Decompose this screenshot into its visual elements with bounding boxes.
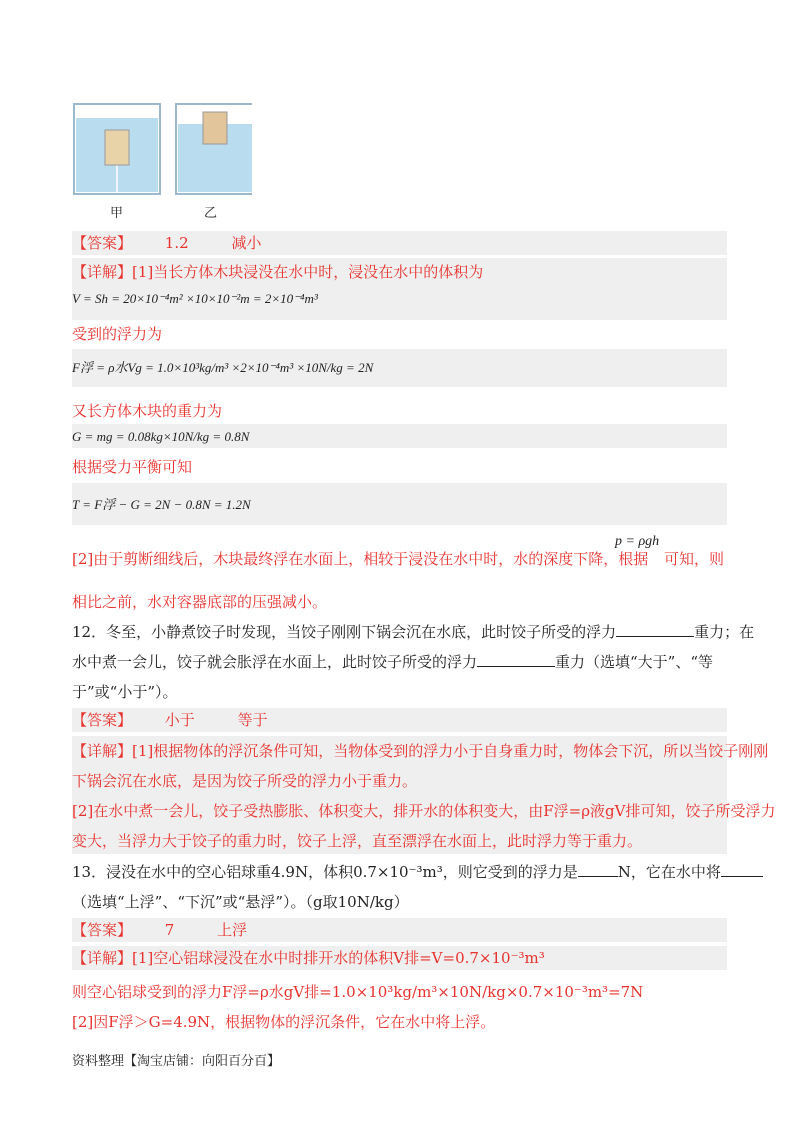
answer-2: 上浮 [217,921,248,939]
formula-buoyancy: F浮 = ρ水Vg = 1.0×10³kg/m³ ×2×10⁻⁴m³ ×10N/kg = 2N [72,360,374,375]
detail-tag: 【详解】 [72,263,133,281]
q12-line2 [72,651,727,673]
answer-1: 1.2 [164,234,189,252]
answer-2: 等于 [237,711,268,729]
beaker-jia [74,104,160,194]
q13-detail-3: [2]因F浮＞G=4.9N，根据物体的浮沉条件，它在水中将上浮。 [72,1013,496,1031]
q11-detail-1 [72,261,727,283]
answer-tag: 【答案】 [72,234,133,252]
q12-answer-row [72,709,727,731]
q12-text-1b: 重力；在 [694,623,755,641]
figure-label-jia: 甲 [110,206,124,221]
answer-2: 减小 [231,234,262,252]
page-footer: 资料整理【淘宝店铺：向阳百分百】 [72,1054,281,1069]
beaker-yi [176,104,252,194]
text-buoyancy: 受到的浮力为 [72,325,163,343]
q13-detail-1 [72,947,727,969]
q12-detail-2a: [2]在水中煮一会儿，饺子受热膨胀、体积变大，排开水的体积变大，由F浮=ρ液gV排可知，饺子所受浮力 [72,802,776,820]
q13-text-1b: N，它在水中将 [617,863,721,881]
q12-detail-2b: 变大，当浮力大于饺子的重力时，饺子上浮，直至漂浮在水面上，此时浮力等于重力。 [72,832,643,850]
q13-blank-2[interactable] [721,862,763,877]
detail-2c: 相比之前，水对容器底部的压强减小。 [72,593,328,611]
formula-volume: V = Sh = 20×10⁻⁴m² ×10×10⁻²m = 2×10⁻⁴m³ [72,291,318,306]
q11-detail-2 [72,548,727,570]
detail-tag: 【详解】 [72,742,133,760]
answer-1: 7 [164,921,175,939]
q11-answer-row [72,232,727,254]
q12-blank-1[interactable] [616,622,694,637]
detail-2b: 可知，则 [664,550,725,568]
q13-blank-1[interactable] [578,862,618,877]
q12-detail-1a [72,740,769,762]
q13-detail-2: 则空心铝球受到的浮力F浮=ρ水gV排=1.0×10³kg/m³×10N/kg×0.7×10⁻³m³=7N [72,983,644,1001]
text-weight: 又长方体木块的重力为 [72,402,223,420]
figure-label-yi: 乙 [204,206,218,221]
beaker-figure [72,100,252,225]
answer-tag: 【答案】 [72,711,133,729]
q13-answer-row [72,919,727,941]
q13-line1 [72,861,727,883]
detail-text: [1]当长方体木块浸没在水中时，浸没在水中的体积为 [132,263,484,281]
detail-text: [1]空心铝球浸没在水中时排开水的体积V排=V=0.7×10⁻³m³ [132,949,545,967]
q12-detail-1b: 下锅会沉在水底，是因为饺子所受的浮力小于重力。 [72,772,418,790]
detail-2a: [2]由于剪断细线后，木块最终浮在水面上，相较于浸没在水中时，水的深度下降，根据 [72,550,649,568]
beakers-illustration [72,100,252,200]
q12-blank-2[interactable] [477,652,555,667]
answer-tag: 【答案】 [72,921,133,939]
q12-text-2a: 水中煮一会儿，饺子就会胀浮在水面上，此时饺子所受的浮力 [72,653,478,671]
q12-text-1a: 12．冬至，小静煮饺子时发现，当饺子刚刚下锅会沉在水底，此时饺子所受的浮力 [72,623,617,641]
q12-line1 [72,621,755,643]
formula-pressure: p = ρgh [615,534,660,549]
formula-tension: T = F浮 − G = 2N − 0.8N = 1.2N [72,497,251,512]
answer-1: 小于 [164,711,195,729]
q13-text-1a: 13．浸没在水中的空心铝球重4.9N，体积0.7×10⁻³m³，则它受到的浮力是 [72,863,578,881]
detail-text: [1]根据物体的浮沉条件可知，当物体受到的浮力小于自身重力时，物体会下沉，所以当饺子刚刚 [132,742,769,760]
q12-line3: 于”或“小于”）。 [72,683,178,701]
q12-text-2b: 重力（选填“大于”、“等 [555,653,714,671]
text-balance: 根据受力平衡可知 [72,458,193,476]
detail-tag: 【详解】 [72,949,133,967]
formula-weight: G = mg = 0.08kg×10N/kg = 0.8N [72,429,250,444]
q13-line2: （选填“上浮”、“下沉”或“悬浮”）。（g取10N/kg） [72,893,409,911]
